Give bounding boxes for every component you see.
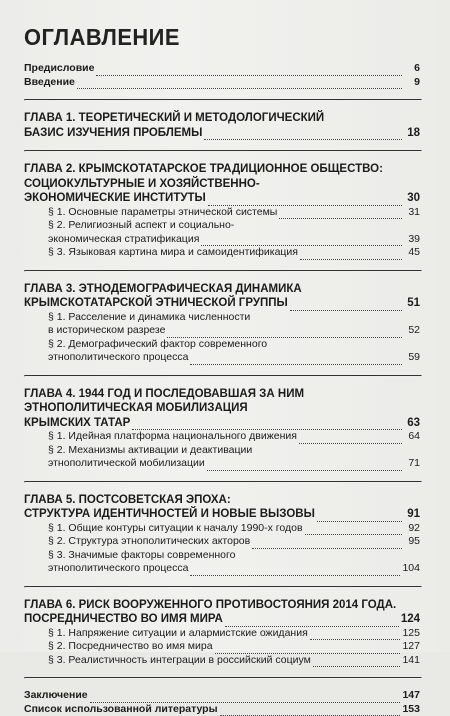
section-entry bbox=[24, 444, 420, 471]
spacer bbox=[24, 576, 420, 586]
section-title-page-number: 39 bbox=[404, 233, 420, 247]
dot-leader bbox=[317, 512, 402, 522]
back-matter-entry[interactable] bbox=[24, 689, 420, 703]
chapter-title-label: СТРУКТУРА ИДЕНТИЧНОСТЕЙ И НОВЫЕ ВЫЗОВЫ bbox=[24, 507, 315, 522]
back-matter-entry[interactable] bbox=[24, 703, 420, 716]
section-title-page-number: 59 bbox=[404, 351, 420, 365]
section-title-line: § 3. Значимые факторы современного bbox=[48, 549, 420, 563]
dot-leader bbox=[90, 693, 401, 703]
section-title-page-number: 45 bbox=[404, 246, 420, 260]
chapter-title-page-number: 91 bbox=[404, 507, 420, 522]
section-entry bbox=[24, 549, 420, 576]
dot-leader bbox=[300, 250, 402, 260]
section-title[interactable] bbox=[48, 430, 420, 444]
spacer bbox=[24, 260, 420, 270]
chapter-title[interactable] bbox=[24, 612, 420, 627]
section-title-label: § 3. Реалистичность интеграции в российский социум bbox=[48, 654, 311, 668]
section-entry bbox=[24, 246, 420, 260]
spacer bbox=[24, 152, 420, 162]
section-title-line: § 2. Религиозный аспект и социально- bbox=[48, 219, 420, 233]
dot-leader bbox=[190, 355, 402, 365]
section-title[interactable] bbox=[48, 351, 420, 365]
section-title-page-number: 95 bbox=[404, 535, 420, 549]
section-entry bbox=[24, 430, 420, 444]
section-entry bbox=[24, 219, 420, 246]
section-title-page-number: 92 bbox=[404, 522, 420, 536]
chapter-entry bbox=[24, 111, 420, 140]
front-matter-entry[interactable] bbox=[24, 76, 420, 90]
back-matter-entry-label: Список использованной литературы bbox=[24, 703, 218, 716]
chapter-title[interactable] bbox=[24, 296, 420, 311]
section-title-label: § 1. Основные параметры этнической системы bbox=[48, 206, 277, 220]
spacer bbox=[24, 483, 420, 493]
dot-leader bbox=[225, 617, 399, 627]
section-title-page-number: 141 bbox=[402, 654, 420, 668]
chapter-title-line: ГЛАВА 2. КРЫМСКОТАТАРСКОЕ ТРАДИЦИОННОЕ ОБЩЕСТВО: bbox=[24, 162, 420, 177]
section-title-page-number: 71 bbox=[404, 457, 420, 471]
section-title[interactable] bbox=[48, 324, 420, 338]
dot-leader bbox=[132, 420, 402, 430]
section-entry bbox=[24, 654, 420, 668]
chapter-title-line: ЭТНОПОЛИТИЧЕСКАЯ МОБИЛИЗАЦИЯ bbox=[24, 401, 420, 416]
section-title-page-number: 31 bbox=[404, 206, 420, 220]
chapter-title-label: КРЫМСКОТАТАРСКОЙ ЭТНИЧЕСКОЙ ГРУППЫ bbox=[24, 296, 288, 311]
spacer bbox=[24, 377, 420, 387]
section-title[interactable] bbox=[48, 627, 420, 641]
chapter-entry bbox=[24, 598, 420, 627]
section-title[interactable] bbox=[48, 522, 420, 536]
front-matter-entry-label: Введение bbox=[24, 76, 75, 90]
chapter-title-page-number: 18 bbox=[404, 126, 420, 141]
section-title[interactable] bbox=[48, 654, 420, 668]
chapter-title-label: ЭКОНОМИЧЕСКИЕ ИНСТИТУТЫ bbox=[24, 191, 206, 206]
front-matter-entry[interactable] bbox=[24, 62, 420, 76]
section-title-label: экономическая стратификация bbox=[48, 233, 199, 247]
chapter-title[interactable] bbox=[24, 191, 420, 206]
back-matter-entry-page-number: 153 bbox=[402, 703, 420, 716]
section-entry bbox=[24, 627, 420, 641]
front-matter-entry-page-number: 9 bbox=[404, 76, 420, 90]
section-entry bbox=[24, 311, 420, 338]
section-title-line: § 1. Расселение и динамика численности bbox=[48, 311, 420, 325]
dot-leader bbox=[96, 66, 402, 76]
spacer bbox=[24, 89, 420, 99]
section-title-label: § 2. Посредничество во имя мира bbox=[48, 640, 213, 654]
chapter-title[interactable] bbox=[24, 507, 420, 522]
section-title-label: этнополитического процесса bbox=[48, 562, 188, 576]
spacer bbox=[24, 140, 420, 150]
section-title[interactable] bbox=[48, 457, 420, 471]
section-title-label: § 3. Языковая картина мира и самоидентификация bbox=[48, 246, 298, 260]
section-title-label: § 2. Структура этнополитических акторов bbox=[48, 535, 250, 549]
dot-leader bbox=[207, 461, 402, 471]
chapter-title[interactable] bbox=[24, 126, 420, 141]
section-title-line: § 2. Механизмы активации и деактивации bbox=[48, 444, 420, 458]
chapter-title-line: СОЦИОКУЛЬТУРНЫЕ И ХОЗЯЙСТВЕННО- bbox=[24, 177, 420, 192]
dot-leader bbox=[305, 525, 402, 535]
section-title[interactable] bbox=[48, 535, 420, 549]
dot-leader bbox=[215, 644, 401, 654]
section-title-label: § 1. Идейная платформа национального движения bbox=[48, 430, 297, 444]
chapter-title-page-number: 30 bbox=[404, 191, 420, 206]
spacer bbox=[24, 365, 420, 375]
section-entry bbox=[24, 640, 420, 654]
section-title-page-number: 104 bbox=[402, 562, 420, 576]
chapter-entry bbox=[24, 493, 420, 522]
page-title: ОГЛАВЛЕНИЕ bbox=[24, 24, 180, 51]
chapter-title-label: ПОСРЕДНИЧЕСТВО ВО ИМЯ МИРА bbox=[24, 612, 223, 627]
section-entry bbox=[24, 522, 420, 536]
dot-leader bbox=[201, 236, 402, 246]
spacer bbox=[24, 588, 420, 598]
section-title-page-number: 52 bbox=[404, 324, 420, 338]
back-matter-entry-label: Заключение bbox=[24, 689, 88, 703]
chapter-entry bbox=[24, 162, 420, 206]
dot-leader bbox=[77, 79, 402, 89]
chapter-title-line: ГЛАВА 5. ПОСТСОВЕТСКАЯ ЭПОХА: bbox=[24, 493, 420, 508]
chapter-title-label: КРЫМСКИХ ТАТАР bbox=[24, 416, 130, 431]
section-title-page-number: 125 bbox=[402, 627, 420, 641]
section-title-page-number: 127 bbox=[402, 640, 420, 654]
section-title[interactable] bbox=[48, 640, 420, 654]
section-title[interactable] bbox=[48, 246, 420, 260]
chapter-title-label: БАЗИС ИЗУЧЕНИЯ ПРОБЛЕМЫ bbox=[24, 126, 202, 141]
back-matter-entry-page-number: 147 bbox=[402, 689, 420, 703]
section-entry bbox=[24, 206, 420, 220]
section-title-label: этнополитического процесса bbox=[48, 351, 188, 365]
dot-leader bbox=[190, 566, 400, 576]
dot-leader bbox=[167, 328, 402, 338]
spacer bbox=[24, 101, 420, 111]
section-title[interactable] bbox=[48, 233, 420, 247]
dot-leader bbox=[279, 209, 402, 219]
dot-leader bbox=[252, 539, 402, 549]
spacer bbox=[24, 667, 420, 677]
dot-leader bbox=[310, 630, 401, 640]
section-title-label: § 1. Напряжение ситуации и алармистские ожидания bbox=[48, 627, 308, 641]
front-matter-entry-label: Предисловие bbox=[24, 62, 94, 76]
section-title[interactable] bbox=[48, 562, 420, 576]
chapter-entry bbox=[24, 387, 420, 431]
dot-leader bbox=[299, 434, 402, 444]
dot-leader bbox=[290, 301, 402, 311]
dot-leader bbox=[313, 657, 401, 667]
spacer bbox=[24, 272, 420, 282]
front-matter-entry-page-number: 6 bbox=[404, 62, 420, 76]
chapter-entry bbox=[24, 282, 420, 311]
spacer bbox=[24, 471, 420, 481]
section-title-page-number: 64 bbox=[404, 430, 420, 444]
section-entry bbox=[24, 338, 420, 365]
section-entry bbox=[24, 535, 420, 549]
chapter-title-page-number: 51 bbox=[404, 296, 420, 311]
section-title-label: этнополитической мобилизации bbox=[48, 457, 205, 471]
table-of-contents bbox=[24, 62, 420, 716]
chapter-title-page-number: 63 bbox=[404, 416, 420, 431]
spacer bbox=[24, 679, 420, 689]
chapter-title-page-number: 124 bbox=[401, 612, 420, 627]
dot-leader bbox=[220, 706, 401, 716]
chapter-title-line: ГЛАВА 4. 1944 ГОД И ПОСЛЕДОВАВШАЯ ЗА НИМ bbox=[24, 387, 420, 402]
section-title-label: § 1. Общие контуры ситуации к началу 1990-х годов bbox=[48, 522, 303, 536]
dot-leader bbox=[204, 130, 402, 140]
dot-leader bbox=[208, 196, 402, 206]
section-title[interactable] bbox=[48, 206, 420, 220]
chapter-title-line: ГЛАВА 3. ЭТНОДЕМОГРАФИЧЕСКАЯ ДИНАМИКА bbox=[24, 282, 420, 297]
section-title-line: § 2. Демографический фактор современного bbox=[48, 338, 420, 352]
chapter-title[interactable] bbox=[24, 416, 420, 431]
chapter-title-line: ГЛАВА 6. РИСК ВООРУЖЕННОГО ПРОТИВОСТОЯНИЯ 2014 ГОДА. bbox=[24, 598, 420, 613]
section-title-label: в историческом разрезе bbox=[48, 324, 165, 338]
chapter-title-line: ГЛАВА 1. ТЕОРЕТИЧЕСКИЙ И МЕТОДОЛОГИЧЕСКИЙ bbox=[24, 111, 420, 126]
